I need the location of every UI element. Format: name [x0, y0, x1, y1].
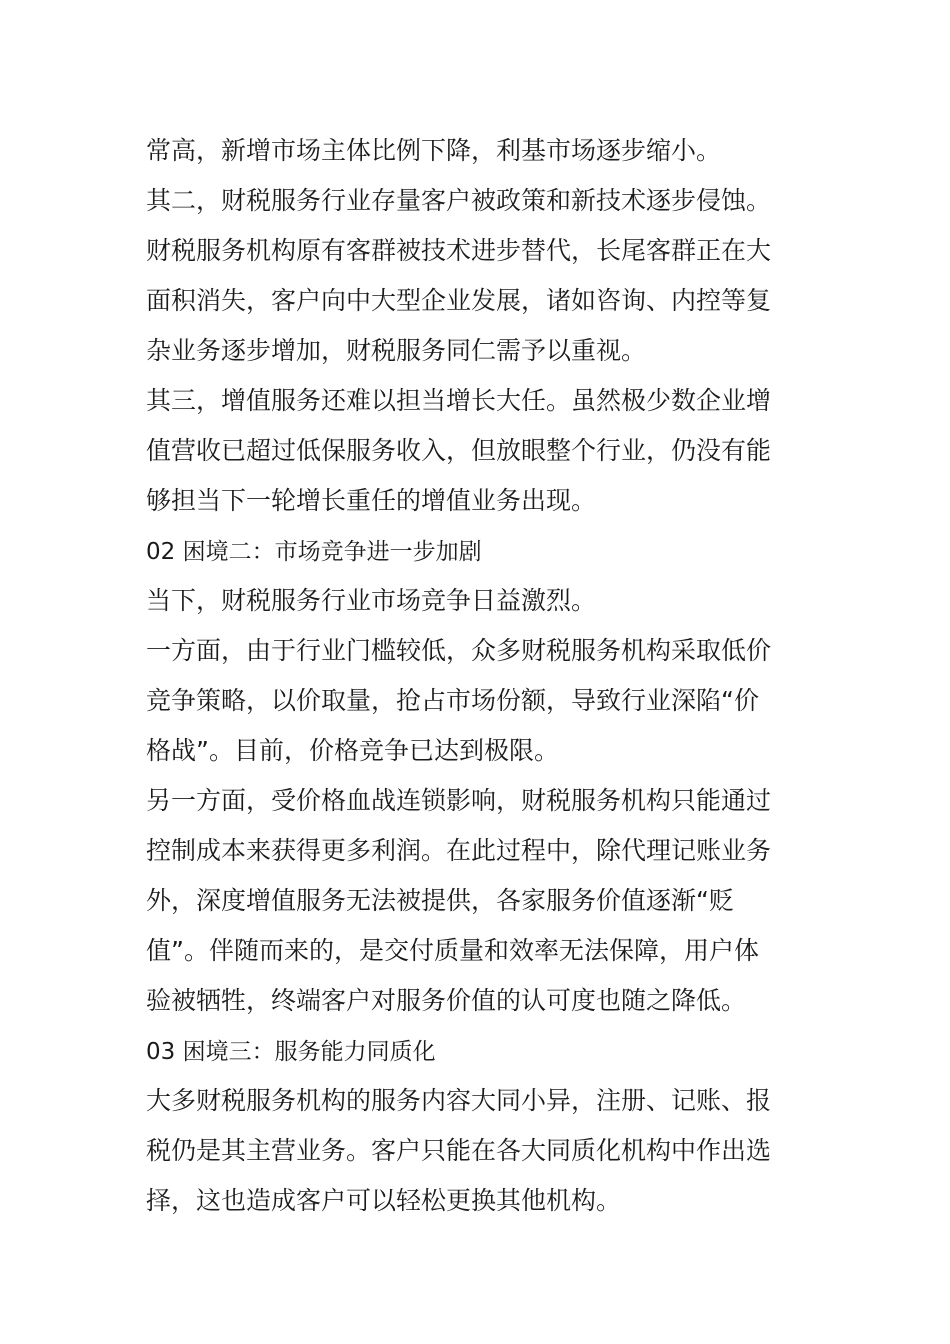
paragraph-line-21: 税仍是其主营业务。客户只能在各大同质化机构中作出选 — [146, 1136, 772, 1165]
paragraph-line-22: 择，这也造成客户可以轻松更换其他机构。 — [146, 1186, 622, 1215]
paragraph-line-13: 格战”。目前，价格竞争已达到极限。 — [146, 736, 559, 765]
paragraph-line-10: 当下，财税服务行业市场竞争日益激烈。 — [146, 586, 597, 615]
paragraph-line-1: 常高，新增市场主体比例下降，利基市场逐步缩小。 — [146, 136, 722, 165]
paragraph-line-2: 其二，财税服务行业存量客户被政策和新技术逐步侵蚀。 — [146, 186, 772, 215]
paragraph-line-5: 杂业务逐步增加，财税服务同仁需予以重视。 — [146, 336, 647, 365]
paragraph-line-11: 一方面，由于行业门槛较低，众多财税服务机构采取低价 — [146, 636, 772, 665]
paragraph-line-14: 另一方面，受价格血战连锁影响，财税服务机构只能通过 — [146, 786, 772, 815]
paragraph-line-6: 其三，增值服务还难以担当增长大任。虽然极少数企业增 — [146, 386, 772, 415]
paragraph-line-4: 面积消失，客户向中大型企业发展，诸如咨询、内控等复 — [146, 286, 772, 315]
section-heading-03: 03 困境三：服务能力同质化 — [146, 1039, 436, 1065]
paragraph-line-8: 够担当下一轮增长重任的增值业务出现。 — [146, 486, 597, 515]
paragraph-line-7: 值营收已超过低保服务收入，但放眼整个行业，仍没有能 — [146, 436, 772, 465]
paragraph-line-16: 外，深度增值服务无法被提供，各家服务价值逐渐“贬 — [146, 886, 734, 915]
paragraph-line-20: 大多财税服务机构的服务内容大同小异，注册、记账、报 — [146, 1086, 772, 1115]
paragraph-line-12: 竞争策略，以价取量，抢占市场份额，导致行业深陷“价 — [146, 686, 759, 715]
paragraph-line-18: 验被牺牲，终端客户对服务价值的认可度也随之降低。 — [146, 986, 747, 1015]
section-heading-02: 02 困境二：市场竞争进一步加剧 — [146, 539, 482, 565]
paragraph-line-17: 值”。伴随而来的，是交付质量和效率无法保障，用户体 — [146, 936, 759, 965]
paragraph-line-3: 财税服务机构原有客群被技术进步替代，长尾客群正在大 — [146, 236, 772, 265]
paragraph-line-15: 控制成本来获得更多利润。在此过程中，除代理记账业务 — [146, 836, 772, 865]
